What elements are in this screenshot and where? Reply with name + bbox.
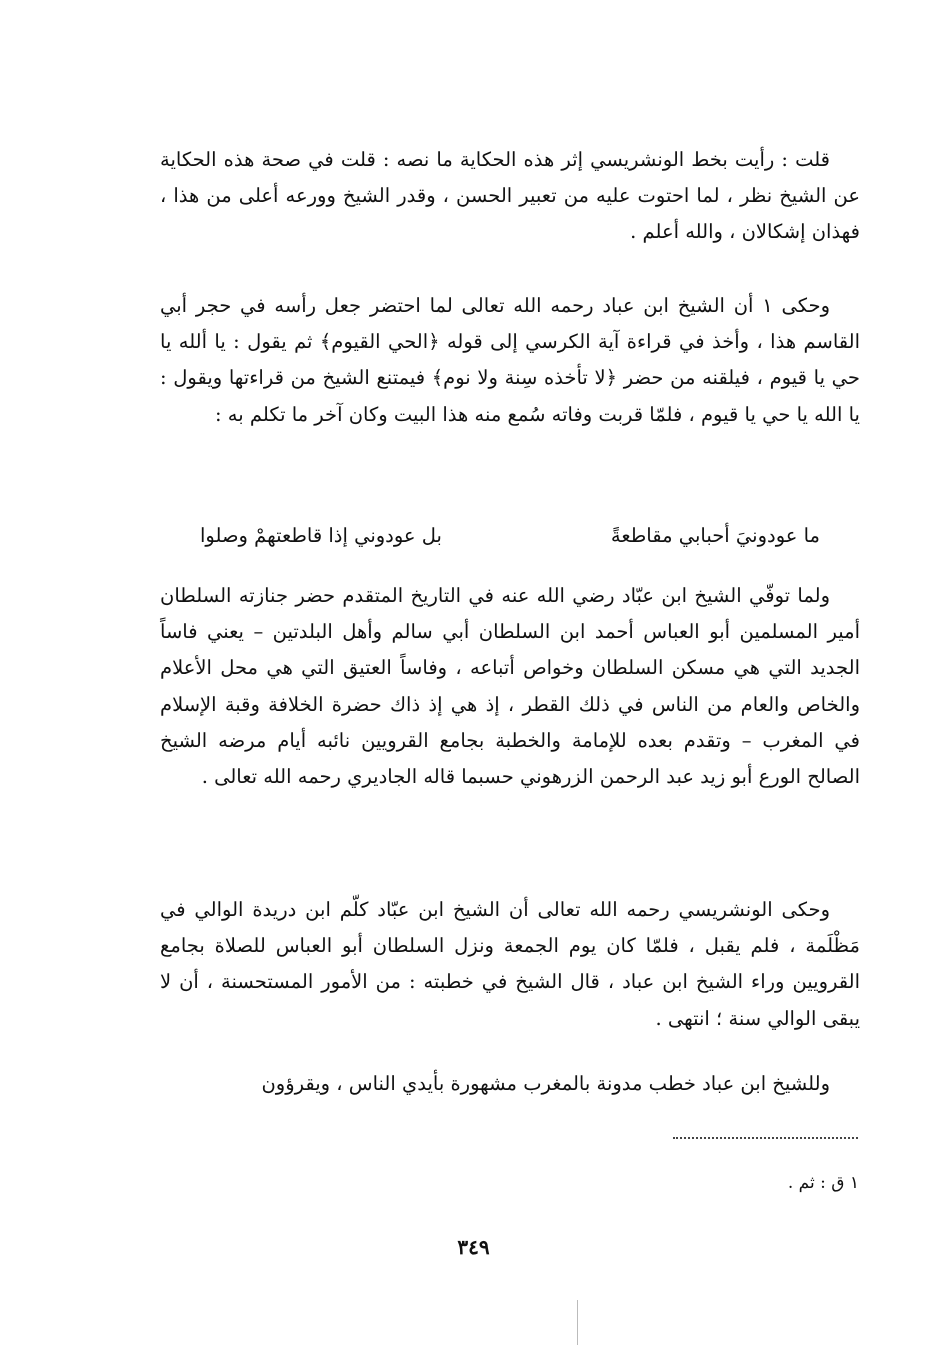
paragraph-text: وحكى ١ أن الشيخ ابن عباد رحمه الله تعالى لما احتضر جعل رأسه في حجر أبي القاسم هذا ، وأخذ في قراءة آية الكرسي إلى قوله ﴿الحي القيوم﴾ ثم يقول : يا ألله يا حي يا قيوم ، فيلقنه من حضر ﴿لا تأخذه سِنة ولا نوم﴾ فيمتنع الشيخ من قراءتها ويقول : يا الله يا حي يا قيوم ، فلمّا قربت وفاته سُمع منه هذا البيت وكان آخر ما تكلم به : [160,294,860,426]
scan-artifact-line [577,1300,578,1345]
verse-second-hemistich: بل عودوني إذا قاطعتهمْ وصلوا [200,524,442,547]
paragraph-text: ولما توفّي الشيخ ابن عبّاد رضي الله عنه في التاريخ المتقدم حضر جنازته السلطان أمير المسلمين أبو العباس أحمد ابن السلطان أبي سالم وأهل البلدتين – يعني فاساً الجديد التي هي مسكن السلطان وخواص أتباعه ، وفاساً العتيق التي هي محل الأعلام والخاص والعام من الناس في ذلك القطر ، إذ هي إذ ذاك حضرة الخلافة وقبة الإسلام في المغرب – وتقدم بعده للإمامة والخطبة بجامع القرويين نائبه أيام مرضه الشيخ الصالح الورع أبو زيد عبد الرحمن الزرهوني حسبما قاله الجاديري رحمه الله تعالى . [160,584,860,789]
paragraph-4 [160,892,860,1037]
footnote: ١ ق : ثم . [787,1173,859,1193]
paragraph-3 [160,578,860,795]
paragraph-text: وحكى الونشريسي رحمه الله تعالى أن الشيخ ابن عبّاد كلّم ابن دريدة الوالي في مَظْلَمة ، فلم يقبل ، فلمّا كان يوم الجمعة ونزل السلطان أبو العباس للصلاة بجامع القرويين وراء الشيخ ابن عباد ، قال الشيخ في خطبته : من الأمور المستحسنة ، أن لا يبقى الوالي سنة ؛ انتهى . [160,898,860,1030]
paragraph-1 [160,142,860,251]
paragraph-5 [160,1066,860,1102]
poetry-verse [200,518,820,554]
paragraph-text: قلت : رأيت بخط الونشريسي إثر هذه الحكاية ما نصه : قلت في صحة هذه الحكاية عن الشيخ نظر ، لما احتوت عليه من تعبير الحسن ، وقدر الشيخ وورعه أعلى من هذا ، فهذان إشكالان ، والله أعلم . [160,148,860,244]
paragraph-text: وللشيخ ابن عباد خطب مدونة بالمغرب مشهورة بأيدي الناس ، ويقرؤون [261,1072,830,1095]
paragraph-2 [160,288,860,433]
verse-first-hemistich: ما عودونيَ أحبابي مقاطعةً [610,524,820,547]
footnote-separator [673,1137,858,1139]
page-number: ٣٤٩ [457,1235,490,1259]
